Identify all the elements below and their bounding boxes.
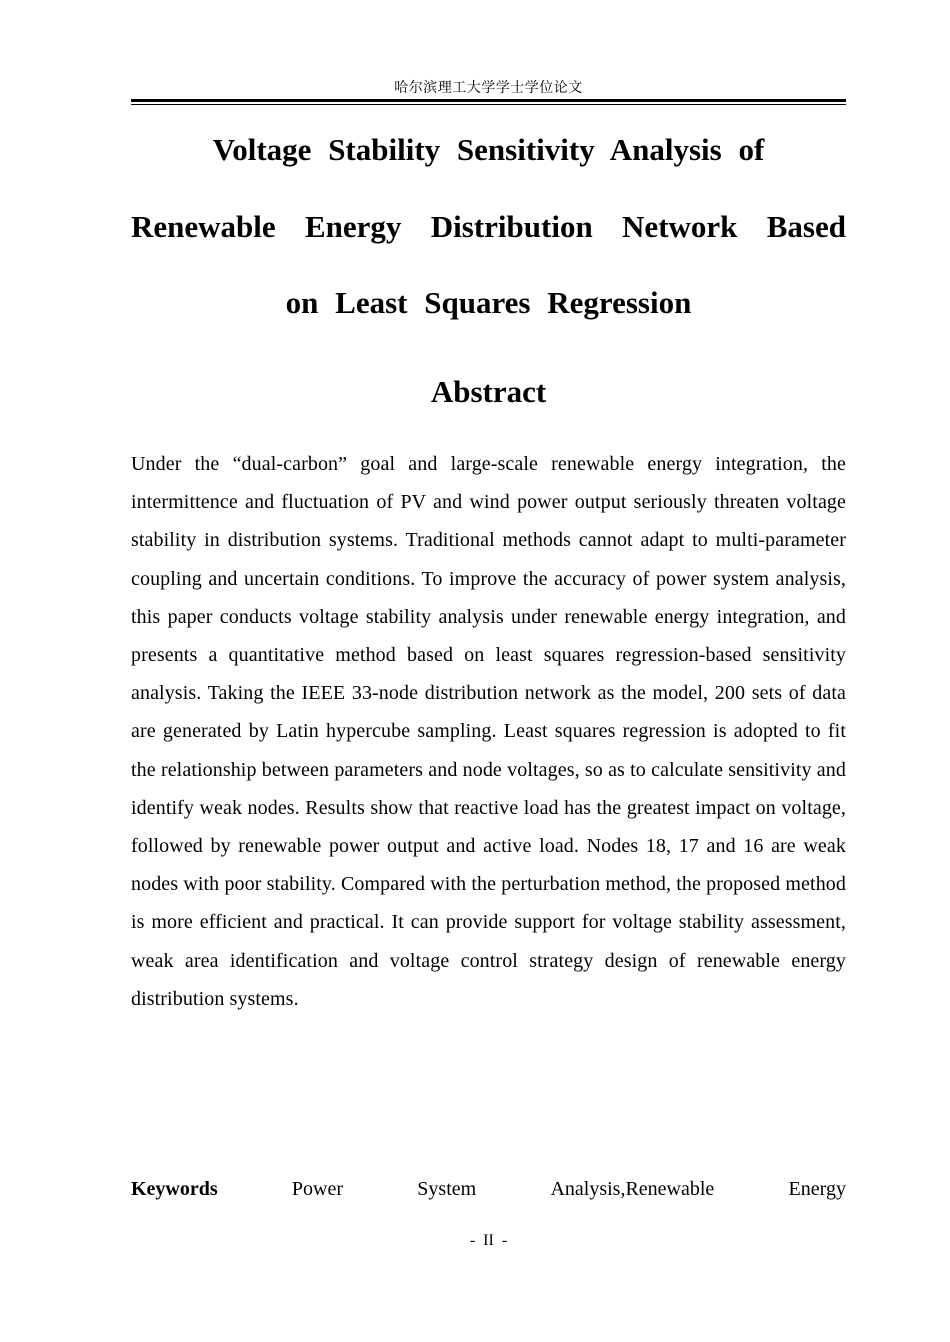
abstract-body: Under the “dual-carbon” goal and large-scale renewable energy integration, the intermittence and fluctuation of PV and wind power output seriously threaten voltage stability in distribution systems. Traditional methods cannot adapt to multi-parameter coupling and uncertain conditions. To improve the accuracy of power system analysis, this paper conducts voltage stability analysis under renewable energy integration, and presents a quantitative method based on least squares regression-based sensitivity analysis. Taking the IEEE 33-node distribution network as the model, 200 sets of data are generated by Latin hypercube sampling. Least squares regression is adopted to fit the relationship between parameters and node voltages, so as to calculate sensitivity and identify weak nodes. Results show that reactive load has the greatest impact on voltage, followed by renewable power output and active load. Nodes 18, 17 and 16 are weak nodes with poor stability. Compared with the perturbation method, the proposed method is more efficient and practical. It can provide support for voltage stability assessment, weak area identification and voltage control strategy design of renewable energy distribution systems. xyxy=(131,453,846,1010)
keyword-word: Analysis,Renewable xyxy=(550,1178,715,1200)
keywords-line xyxy=(131,1170,846,1208)
abstract-heading: Abstract xyxy=(430,374,547,409)
title-line-3: on Least Squares Regression xyxy=(285,285,692,320)
keyword-word: Energy xyxy=(788,1178,846,1200)
keywords-label: Keywords xyxy=(131,1178,218,1200)
header-rule-thin xyxy=(131,104,846,105)
running-header: 哈尔滨理工大学学士学位论文 xyxy=(394,80,583,96)
keyword-word: System xyxy=(417,1178,477,1200)
title-line-1: Voltage Stability Sensitivity Analysis of xyxy=(212,132,765,167)
keyword-word: Power xyxy=(291,1178,344,1200)
title-line-2: Renewable Energy Distribution Network Based xyxy=(131,208,846,244)
header-rule-thick xyxy=(131,99,846,102)
thesis-title xyxy=(131,112,846,342)
page-number: - II - xyxy=(469,1232,508,1249)
